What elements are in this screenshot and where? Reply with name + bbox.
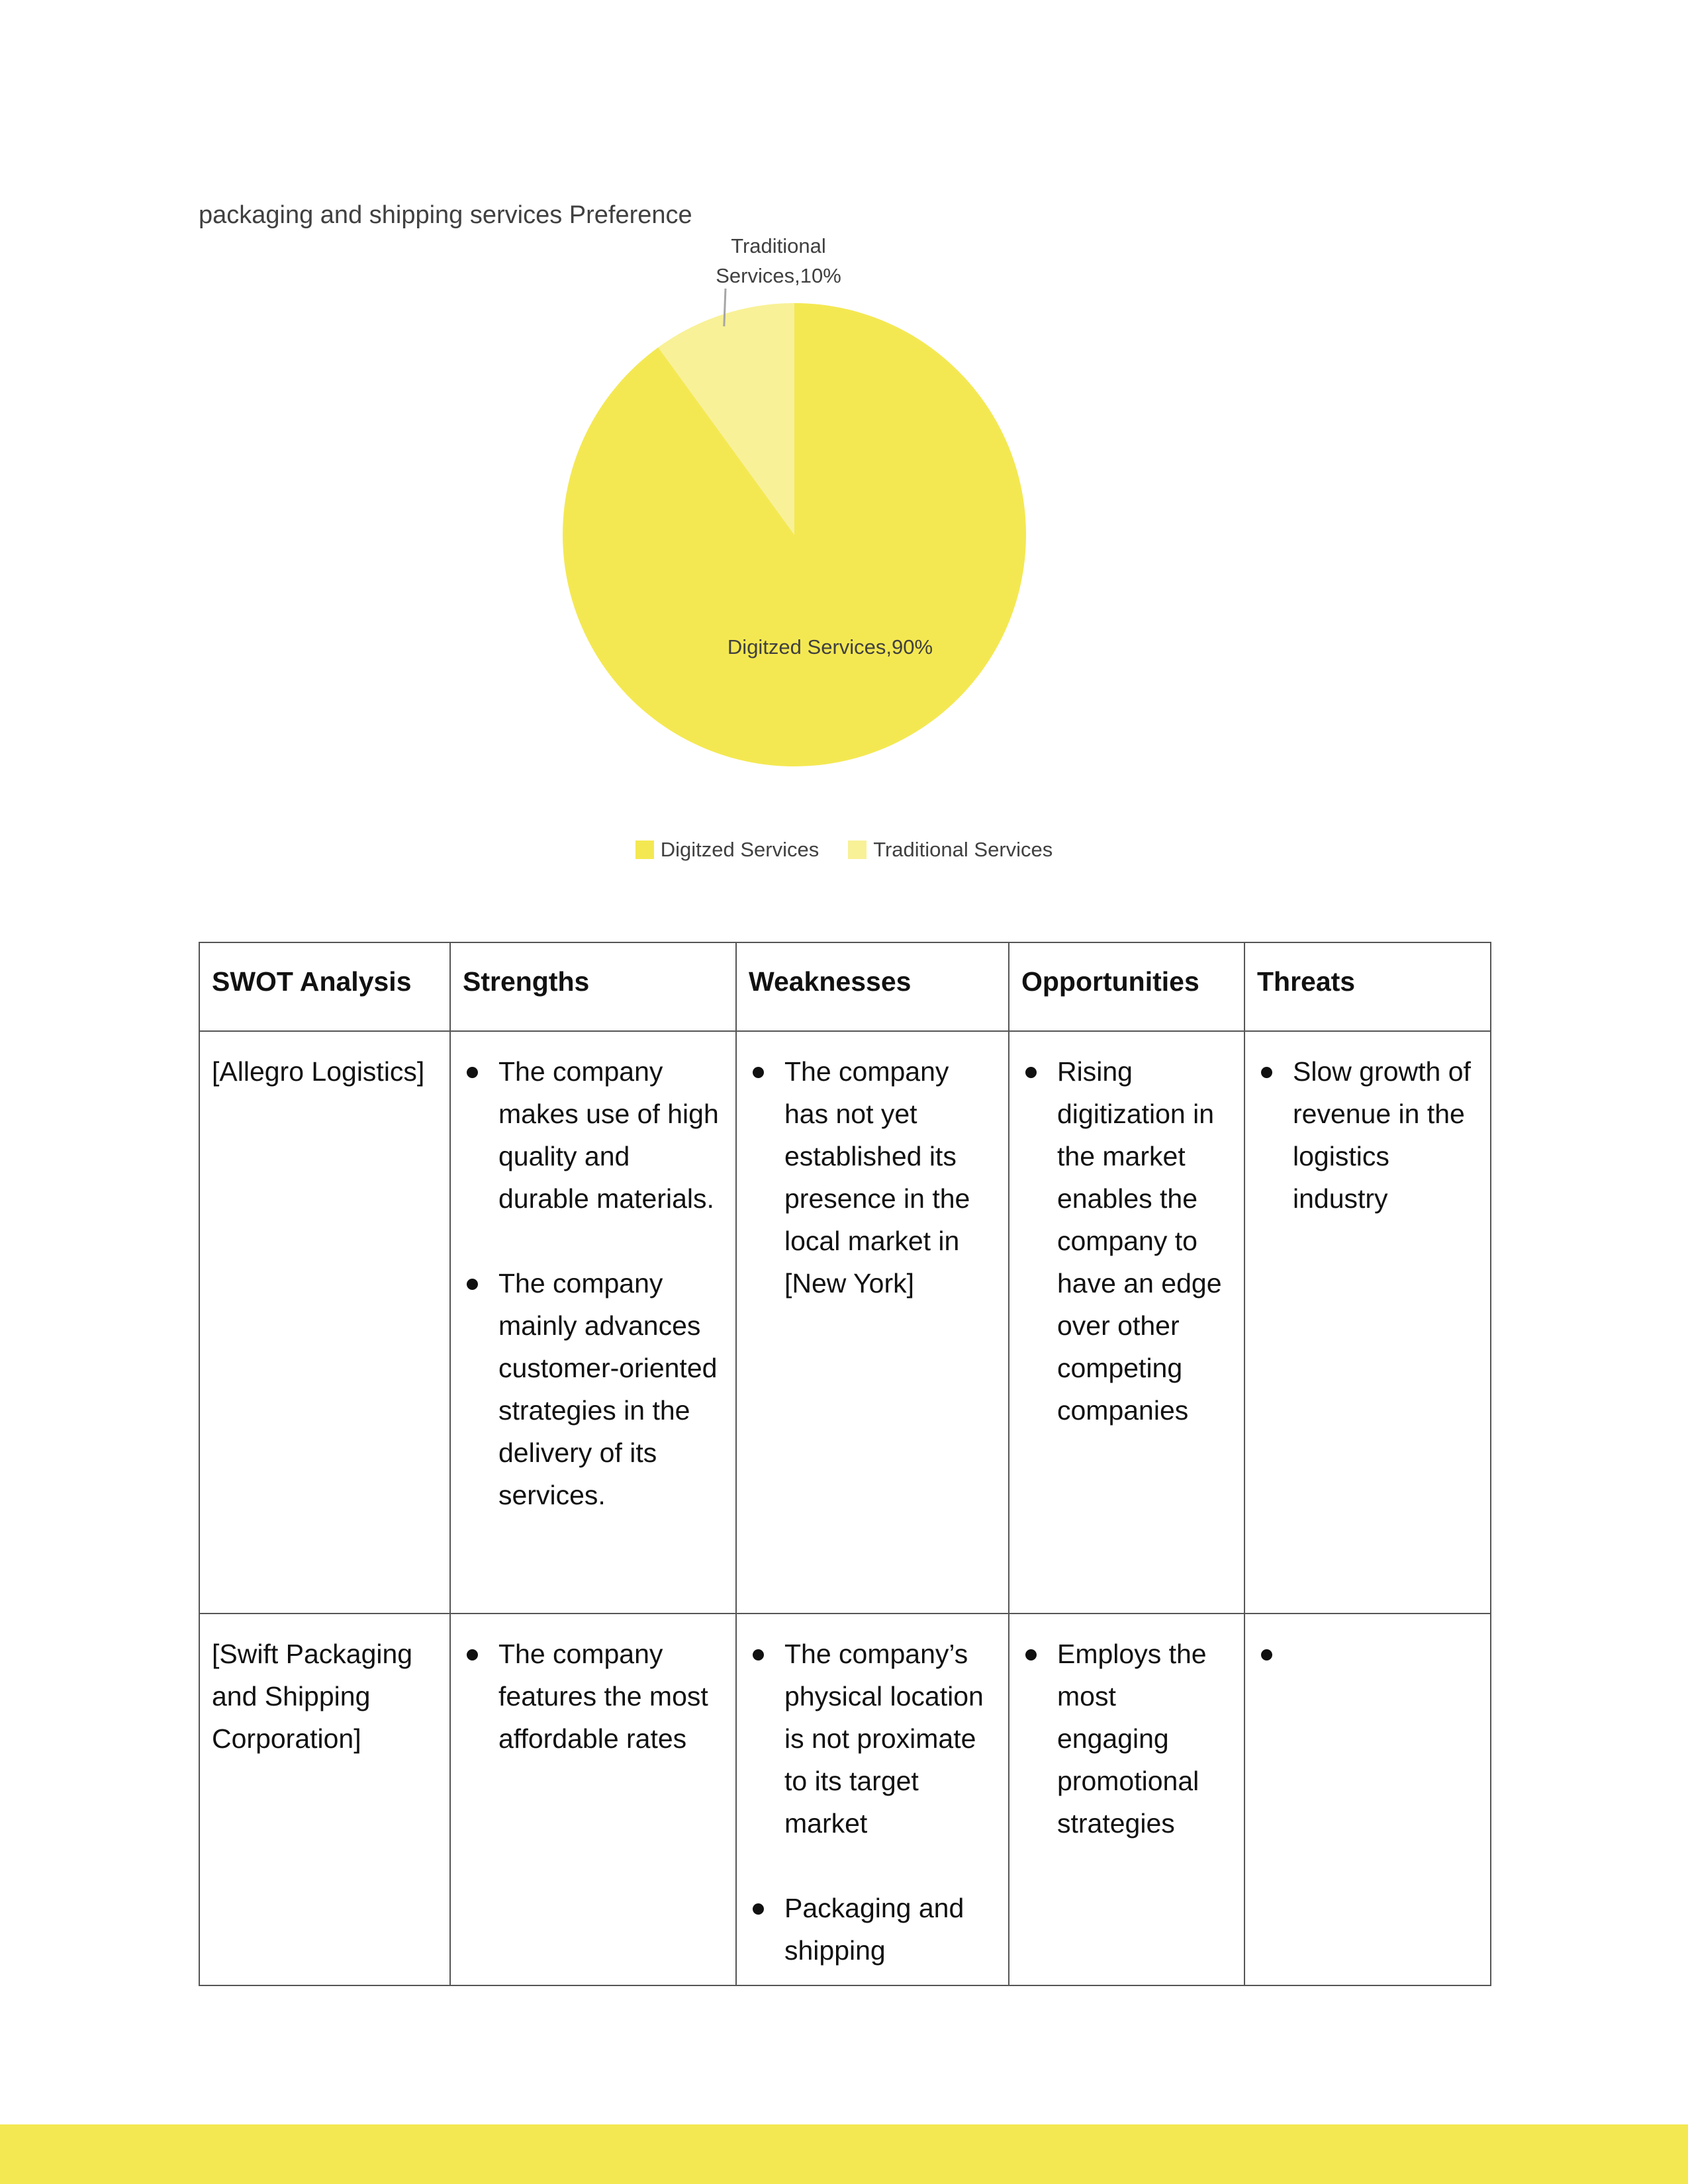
list-item: Slow growth of revenue in the logistics industry: [1257, 1050, 1478, 1220]
swot-header-row: [199, 942, 1491, 1031]
list-item: The company has not yet established its presence in the local market in [New York]: [749, 1050, 996, 1304]
legend-label-digitzed: Digitzed Services: [660, 838, 820, 861]
slice-label-traditional-line2: Services,10%: [716, 264, 841, 287]
pie-chart: [0, 0, 1688, 827]
opportunities-list: [1021, 1633, 1232, 1844]
footer-band: [0, 2124, 1688, 2184]
opportunities-cell: [1009, 1614, 1244, 1985]
legend-label-traditional: Traditional Services: [873, 838, 1053, 861]
list-item: Packaging and shipping: [749, 1887, 996, 1972]
chart-legend: [0, 838, 1688, 862]
header-weaknesses: Weaknesses: [736, 942, 1009, 1031]
opportunities-list: [1021, 1050, 1232, 1432]
table-row: [199, 1614, 1491, 1985]
company-cell: [Allegro Logistics]: [199, 1031, 450, 1614]
header-swot-analysis: SWOT Analysis: [199, 942, 450, 1031]
table-row: [199, 1031, 1491, 1614]
list-item: The company’s physical location is not proximate to its target market: [749, 1633, 996, 1844]
weaknesses-list: [749, 1633, 996, 1972]
strengths-list: [463, 1633, 724, 1760]
list-item: Employs the most engaging promotional strategies: [1021, 1633, 1232, 1844]
chart-title: packaging and shipping services Preference: [199, 201, 692, 229]
company-cell: [Swift Packaging and Shipping Corporation]: [199, 1614, 450, 1985]
strengths-list: [463, 1050, 724, 1516]
threats-cell: [1244, 1031, 1491, 1614]
swot-table: [199, 942, 1491, 1986]
header-strengths: Strengths: [450, 942, 736, 1031]
strengths-cell: [450, 1031, 736, 1614]
legend-item-digitzed: [635, 838, 819, 862]
list-item: Rising digitization in the market enables the company to have an edge over other competing companies: [1021, 1050, 1232, 1432]
list-item: The company makes use of high quality and durable materials.: [463, 1050, 724, 1220]
list-item: The company features the most affordable rates: [463, 1633, 724, 1760]
opportunities-cell: [1009, 1031, 1244, 1614]
slice-label-traditional-line1: Traditional: [731, 234, 826, 257]
header-threats: Threats: [1244, 942, 1491, 1031]
threats-list: [1257, 1050, 1478, 1220]
weaknesses-cell: [736, 1031, 1009, 1614]
list-item: The company mainly advances customer-oriented strategies in the delivery of its services.: [463, 1262, 724, 1516]
legend-swatch-digitzed: [635, 841, 654, 859]
weaknesses-cell: [736, 1614, 1009, 1985]
legend-item-traditional: [848, 838, 1053, 862]
legend-swatch-traditional: [848, 841, 867, 859]
header-opportunities: Opportunities: [1009, 942, 1244, 1031]
threats-cell: [1244, 1614, 1491, 1985]
slice-label-digitzed: Digitzed Services,90%: [727, 635, 933, 659]
strengths-cell: [450, 1614, 736, 1985]
weaknesses-list: [749, 1050, 996, 1304]
